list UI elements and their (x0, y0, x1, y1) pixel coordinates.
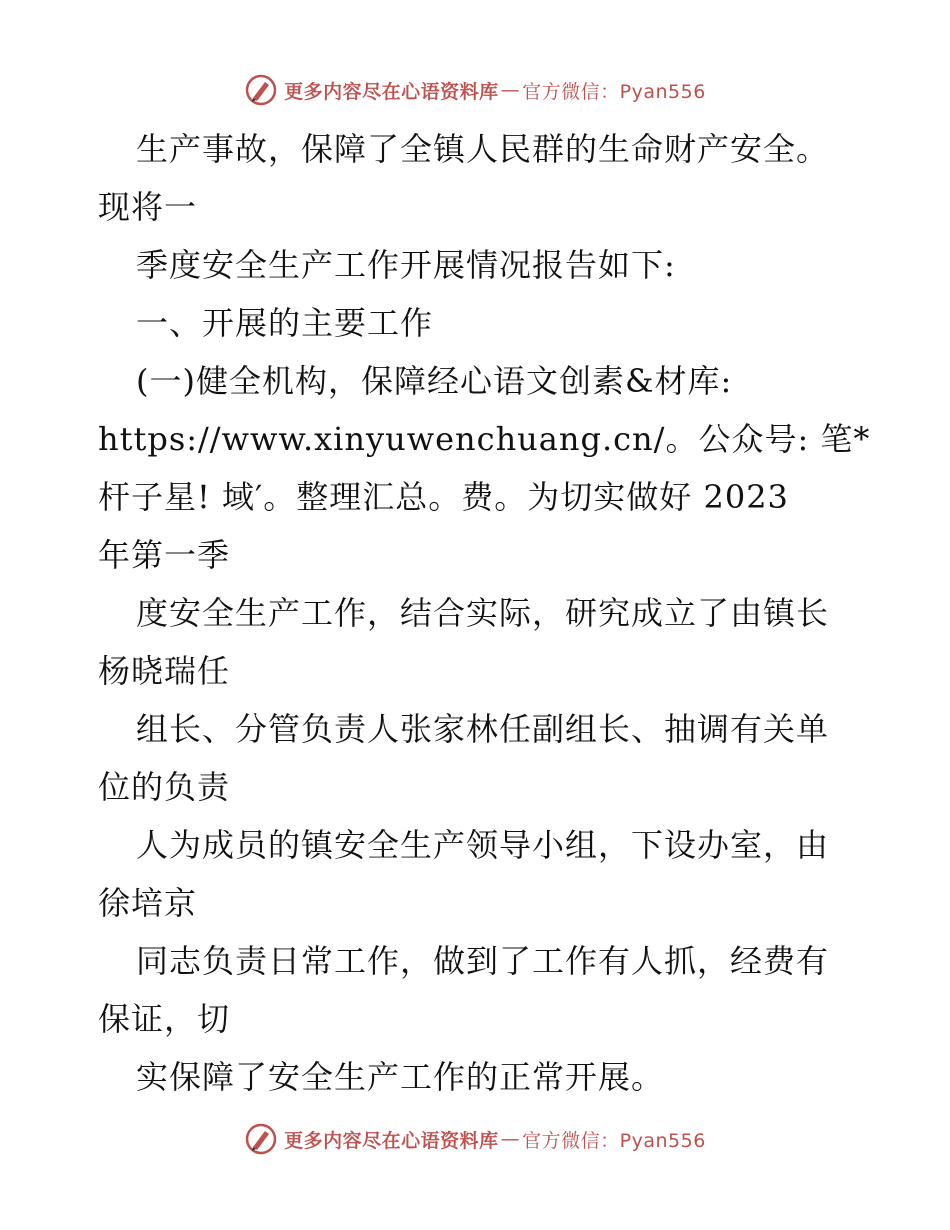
text-line: 季度安全生产工作开展情况报告如下: (136, 246, 676, 284)
banner-separator: — (500, 1128, 521, 1150)
banner-wechat: 官方微信：Pyan556 (522, 80, 706, 103)
banner-text: 更多内容尽在心语资料库 (284, 1129, 499, 1152)
text-line: 杨晓瑞任 (98, 652, 231, 690)
header-banner (0, 70, 950, 110)
footer-banner (0, 1119, 950, 1159)
text-line: https://www.xinyuwenchuang.cn/。公众号: 笔* (98, 420, 871, 458)
text-line: 保证，切 (98, 1000, 231, 1038)
subsection-heading: (一)健全机构，保障经心语文创素&材库: (136, 362, 733, 400)
text-line: 杆子星! 域′。整理汇总。费。为切实做好 2023 (98, 478, 789, 516)
section-heading: 一、开展的主要工作 (136, 304, 434, 342)
text-line: 人为成员的镇安全生产领导小组，下设办室，由 (136, 826, 830, 864)
text-line: 度安全生产工作，结合实际，研究成立了由镇长 (136, 594, 830, 632)
text-line: 组长、分管负责人张家林任副组长、抽调有关单 (136, 710, 830, 748)
text-line: 实保障了安全生产工作的正常开展。 (136, 1058, 665, 1096)
text-line: 生产事故，保障了全镇人民群的生命财产安全。 (136, 130, 830, 168)
banner-separator: — (500, 79, 521, 101)
text-line: 位的负责 (98, 768, 231, 806)
text-line: 年第一季 (98, 536, 231, 574)
pen-logo-icon (244, 1122, 278, 1156)
banner-text: 更多内容尽在心语资料库 (284, 80, 499, 103)
text-line: 现将一 (98, 188, 198, 226)
banner-wechat: 官方微信：Pyan556 (522, 1129, 706, 1152)
text-line: 同志负责日常工作，做到了工作有人抓，经费有 (136, 942, 830, 980)
text-line: 徐培京 (98, 884, 198, 922)
document-body (98, 120, 871, 1106)
pen-logo-icon (244, 73, 278, 107)
